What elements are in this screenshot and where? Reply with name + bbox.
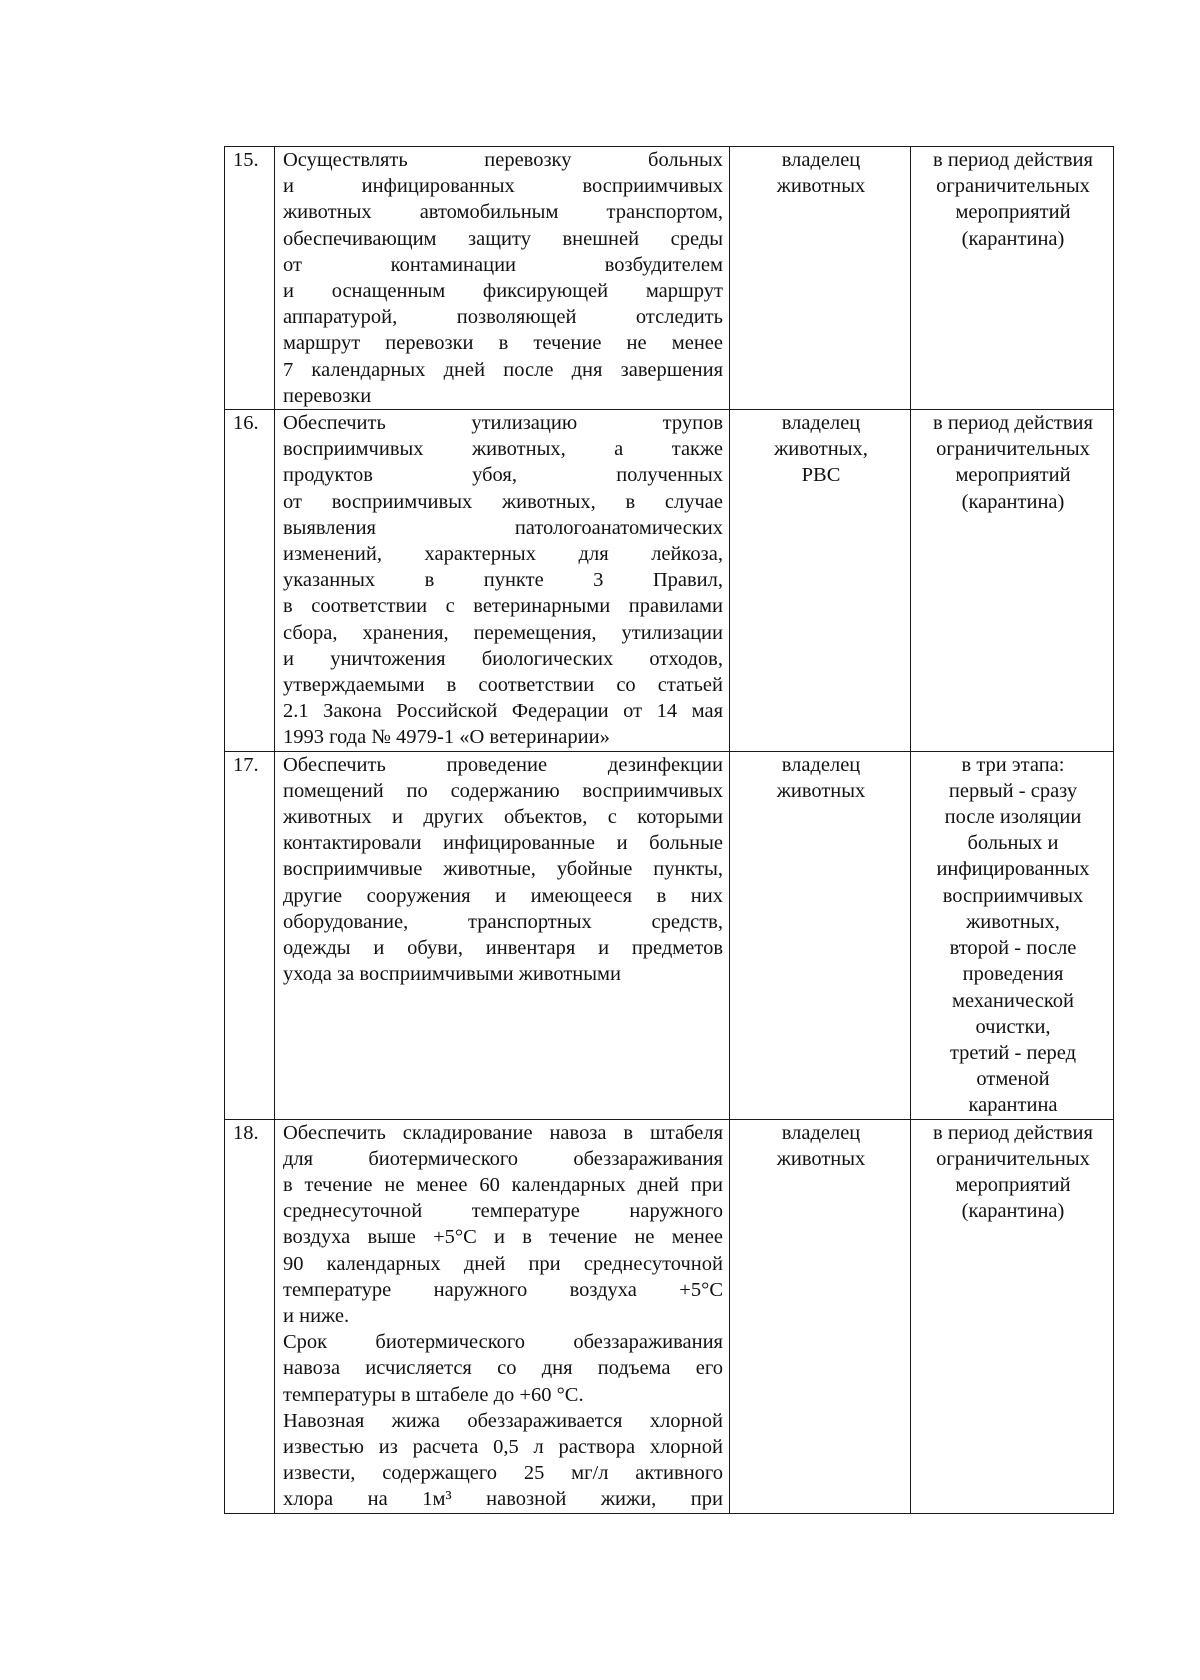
- text-line: животных,: [774, 438, 868, 461]
- table-row: [225, 1119, 1114, 1513]
- text-line: восприимчивые животные, убойные пункты,: [283, 858, 723, 881]
- text-line: в период действия: [933, 1121, 1093, 1144]
- text-line: ухода за восприимчивыми животными: [283, 963, 621, 986]
- text-line: для биотермического обеззараживания: [283, 1147, 723, 1170]
- text-line: владелец: [781, 753, 861, 776]
- text-line: в период действия: [933, 412, 1093, 435]
- text-line: животных автомобильным транспортом,: [283, 201, 723, 224]
- text-line: от восприимчивых животных, в случае: [283, 490, 723, 513]
- text-line: третий - перед: [949, 1041, 1077, 1064]
- text-line: в соответствии с ветеринарными правилами: [283, 595, 723, 618]
- text-line: ограничительных: [936, 1147, 1090, 1170]
- text-line: 2.1 Закона Российской Федерации от 14 мая: [283, 700, 723, 723]
- text-line: навоза исчисляется со дня подъема его: [283, 1357, 723, 1380]
- text-line: температуре наружного воздуха +5°С: [283, 1278, 723, 1301]
- text-line: первый - сразу: [948, 779, 1078, 802]
- text-line: животных: [776, 779, 866, 802]
- text-line: восприимчивых: [942, 884, 1084, 907]
- text-line: и инфицированных восприимчивых: [283, 175, 723, 198]
- text-line: Срок биотермического обеззараживания: [283, 1331, 723, 1354]
- text-line: указанных в пункте 3 Правил,: [283, 569, 723, 592]
- text-line: изменений, характерных для лейкоза,: [283, 543, 723, 566]
- text-line: Обеспечить проведение дезинфекции: [283, 753, 723, 776]
- text-line: и оснащенным фиксирующей маршрут: [283, 280, 723, 303]
- text-line: 1993 года № 4979-1 «О ветеринарии»: [283, 726, 610, 749]
- text-line: больных и: [967, 832, 1059, 855]
- text-line: и ниже.: [283, 1304, 350, 1327]
- text-line: извести, содержащего 25 мг/л активного: [283, 1462, 723, 1485]
- text-line: механической: [952, 989, 1074, 1012]
- text-line: после изоляции: [944, 806, 1082, 829]
- text-line: другие сооружения и имеющееся в них: [283, 884, 723, 907]
- text-line: одежды и обуви, инвентаря и предметов: [283, 937, 723, 960]
- action-cell: [275, 751, 730, 1119]
- responsible-cell: [730, 751, 911, 1119]
- responsible-cell: [730, 1119, 911, 1513]
- text-line: хлора на 1м³ навозной жижи, при: [283, 1488, 723, 1511]
- text-line: животных: [776, 1147, 866, 1170]
- text-line: утверждаемыми в соответствии со статьей: [283, 674, 723, 697]
- term-cell: [911, 1119, 1114, 1513]
- text-line: РВС: [801, 464, 841, 487]
- row-number: 15.: [225, 147, 275, 410]
- text-line: продуктов убоя, полученных: [283, 464, 723, 487]
- text-line: помещений по содержанию восприимчивых: [283, 779, 723, 802]
- text-line: животных,: [966, 910, 1060, 933]
- text-line: в период действия: [933, 149, 1093, 171]
- text-line: мероприятий: [955, 201, 1071, 224]
- text-line: мероприятий: [955, 1173, 1071, 1196]
- text-line: ограничительных: [936, 175, 1090, 198]
- text-line: от контаминации возбудителем: [283, 253, 723, 276]
- text-line: температуры в штабеле до +60 °С.: [283, 1383, 584, 1406]
- text-line: Обеспечить складирование навоза в штабеля: [283, 1121, 723, 1144]
- measures-table: [224, 146, 1114, 1514]
- text-line: мероприятий: [955, 464, 1071, 487]
- text-line: (карантина): [961, 1200, 1065, 1223]
- text-line: инфицированных: [936, 858, 1090, 881]
- action-cell: [275, 1119, 730, 1513]
- text-line: карантина: [968, 1094, 1058, 1117]
- table-row: [225, 751, 1114, 1119]
- text-line: восприимчивых животных, а также: [283, 438, 723, 461]
- text-line: владелец: [781, 1121, 861, 1144]
- responsible-cell: [730, 147, 911, 410]
- text-line: (карантина): [961, 227, 1065, 250]
- text-line: Осуществлять перевозку больных: [283, 149, 723, 171]
- text-line: животных и других объектов, с которыми: [283, 806, 723, 829]
- text-line: в три этапа:: [961, 753, 1065, 776]
- row-number: 18.: [225, 1119, 275, 1513]
- text-line: владелец: [781, 149, 861, 171]
- text-line: ограничительных: [936, 438, 1090, 461]
- text-line: перевозки: [283, 384, 372, 407]
- text-line: маршрут перевозки в течение не менее: [283, 332, 723, 355]
- text-line: сбора, хранения, перемещения, утилизации: [283, 621, 723, 644]
- text-line: среднесуточной температуре наружного: [283, 1200, 723, 1223]
- row-number: 17.: [225, 751, 275, 1119]
- term-cell: [911, 751, 1114, 1119]
- action-cell: [275, 147, 730, 410]
- text-line: Навозная жижа обеззараживается хлорной: [283, 1409, 723, 1432]
- text-line: очистки,: [975, 1015, 1051, 1038]
- text-line: в течение не менее 60 календарных дней при: [283, 1173, 723, 1196]
- text-line: 90 календарных дней при среднесуточной: [283, 1252, 723, 1275]
- text-line: известью из расчета 0,5 л раствора хлорной: [283, 1435, 723, 1458]
- text-line: воздуха выше +5°С и в течение не менее: [283, 1226, 723, 1249]
- text-line: аппаратурой, позволяющей отследить: [283, 306, 723, 329]
- text-line: обеспечивающим защиту внешней среды: [283, 227, 723, 250]
- text-line: отменой: [976, 1068, 1050, 1091]
- table-row: [225, 410, 1114, 752]
- text-line: животных: [776, 175, 866, 198]
- responsible-cell: [730, 410, 911, 752]
- text-line: контактировали инфицированные и больные: [283, 832, 723, 855]
- text-line: оборудование, транспортных средств,: [283, 910, 723, 933]
- term-cell: [911, 147, 1114, 410]
- text-line: проведения: [962, 963, 1064, 986]
- term-cell: [911, 410, 1114, 752]
- text-line: второй - после: [949, 937, 1077, 960]
- table-row: [225, 147, 1114, 410]
- text-line: 7 календарных дней после дня завершения: [283, 358, 723, 381]
- text-line: выявления патологоанатомических: [283, 516, 723, 539]
- row-number: 16.: [225, 410, 275, 752]
- action-cell: [275, 410, 730, 752]
- text-line: Обеспечить утилизацию трупов: [283, 412, 723, 435]
- text-line: и уничтожения биологических отходов,: [283, 647, 723, 670]
- text-line: (карантина): [961, 490, 1065, 513]
- text-line: владелец: [781, 412, 861, 435]
